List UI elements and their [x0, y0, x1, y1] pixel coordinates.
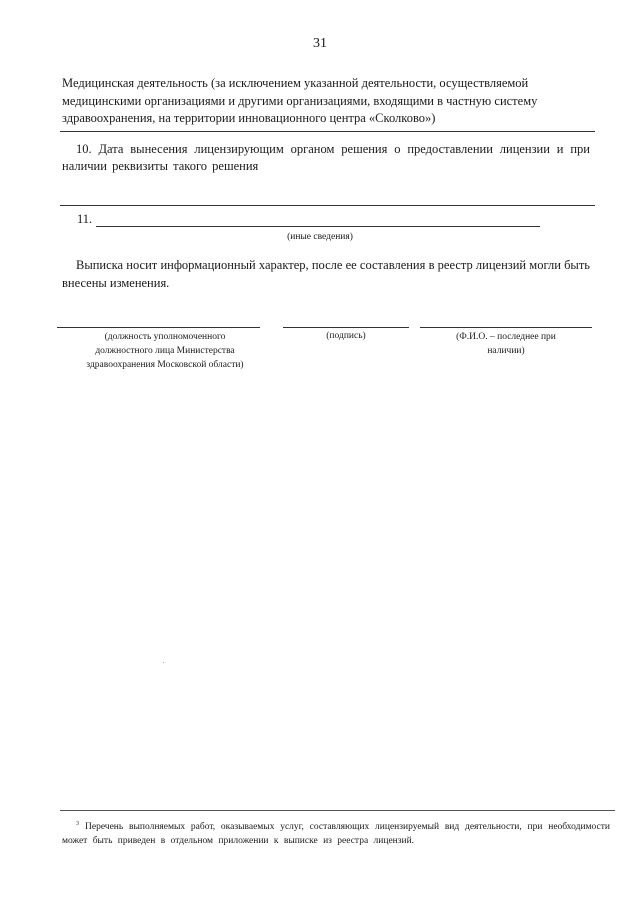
- information-note: Выписка носит информационный характер, после ее составления в реестр лицензий могли быть внесены изменения.: [62, 258, 590, 290]
- footnote-marker: 3: [76, 821, 79, 827]
- activity-description: Медицинская деятельность (за исключением указанной деятельности, осуществляемой медицинскими организациями и другими организациями, входящими в частную систему здравоохранения, на территории инновационного центра «Сколково»): [62, 76, 538, 125]
- scan-speck: [163, 662, 164, 663]
- page-number: 31: [313, 36, 327, 51]
- position-caption: (должность уполномоченного должностного лица Министерства здравоохранения Московской области): [86, 332, 244, 370]
- signature-line: [283, 327, 409, 328]
- signature-caption: (подпись): [326, 331, 366, 341]
- item-11-number: 11.: [77, 212, 93, 226]
- item-10-answer-line: [60, 205, 595, 206]
- footnote-text: Перечень выполняемых работ, оказываемых услуг, составляющих лицензируемый вид деятельности, при необходимости может быть приведен в отдельном приложении к выписке из реестра лицензий.: [62, 822, 610, 847]
- name-caption: (Ф.И.О. – последнее при наличии): [456, 332, 556, 356]
- name-signature-line: [420, 327, 592, 328]
- position-signature-line: [57, 327, 260, 328]
- activity-underline: [60, 131, 595, 132]
- item-11-caption: (иные сведения): [287, 232, 353, 242]
- item-10-decision-date: 10. Дата вынесения лицензирующим органом решения о предоставлении лицензии и при наличии реквизиты такого решения: [62, 142, 590, 173]
- footnote-separator: [60, 810, 615, 811]
- item-11-answer-line: [96, 226, 540, 227]
- footnote: [62, 817, 610, 848]
